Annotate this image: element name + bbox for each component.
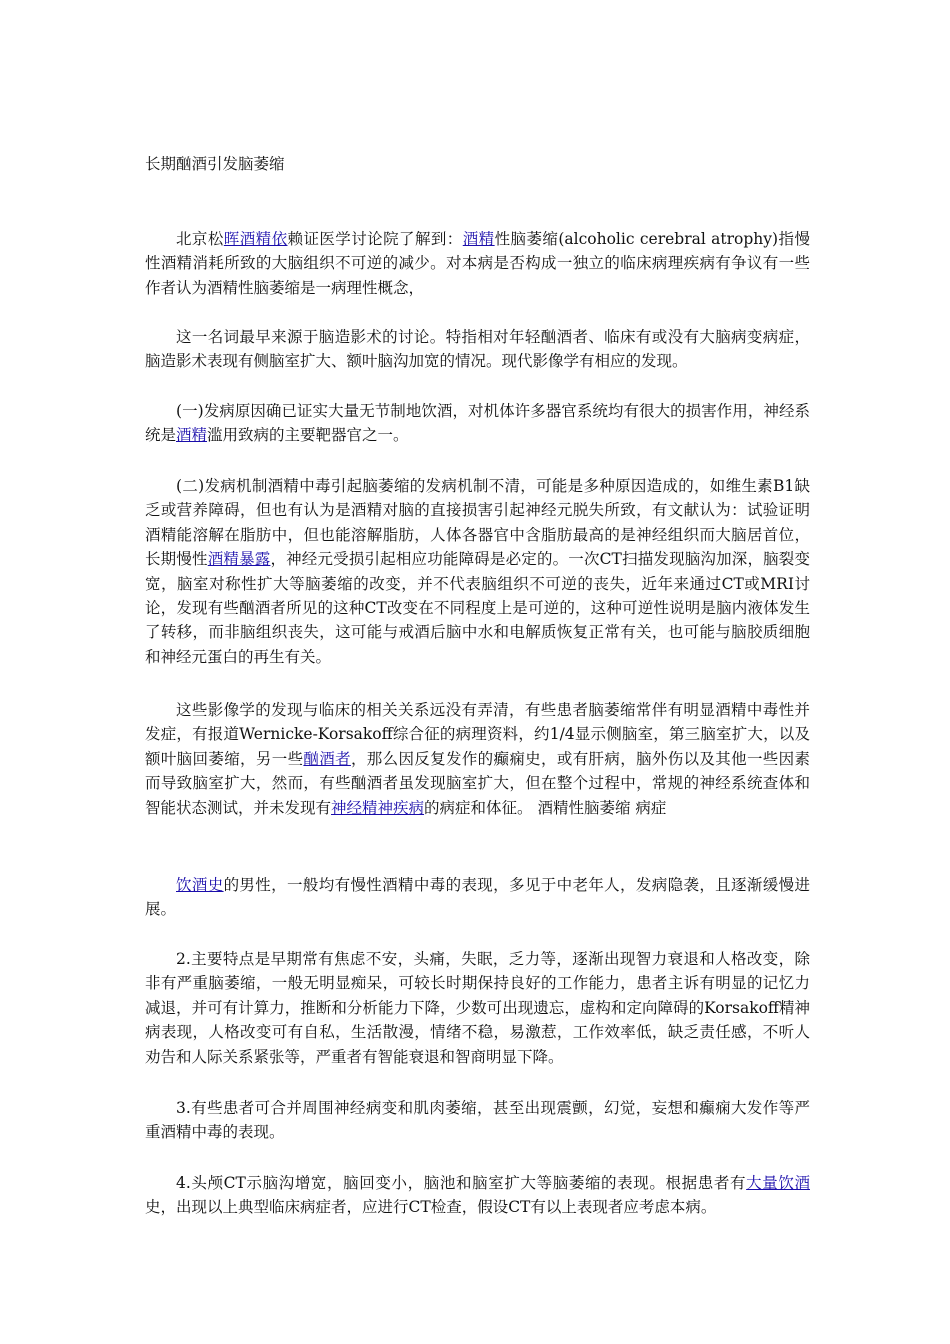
paragraph-8 [145, 1096, 810, 1145]
link-drinking-history[interactable]: 饮酒史 [176, 876, 224, 894]
link-alcohol[interactable]: 酒精 [176, 426, 208, 445]
paragraph-2 [145, 325, 810, 374]
text: 这些影像学的发现与临床的相关关系远没有弄清，有些患者脑萎缩常伴有明显酒精中毒性并发症，有报道Wernicke-Korsakoff综合征的病理资料，约1/4显示侧脑室，第三脑室扩大，以及额叶脑回萎缩，另一些 [145, 701, 810, 768]
text: 3.有些患者可合并周围神经病变和肌肉萎缩，甚至出现震颤，幻觉，妄想和癫痫大发作等严重酒精中毒的表现。 [145, 1099, 810, 1142]
link-alcohol[interactable]: 酒精 [462, 230, 495, 248]
text: ，那么因反复发作的癫痫史，或有肝病，脑外伤以及其他一些因素而导致脑室扩大，然而，有些酗酒者虽发现脑室扩大，但在整个过程中，常规的神经系统查体和智能状态测试，并未发现有 [145, 749, 810, 817]
text: 这一名词最早来源于脑造影术的讨论。特指相对年轻酗酒者、临床有或没有大脑病变病症，脑造影术表现有侧脑室扩大、额叶脑沟加宽的情况。现代影像学有相应的发现。 [145, 328, 810, 371]
text: ，神经元受损引起相应功能障碍是必定的。一次CT扫描发现脑沟加深，脑裂变宽，脑室对称性扩大等脑萎缩的改变，并不代表脑组织不可逆的丧失，近年来通过CT或MRI讨论，发现有些酗酒者所见的这种CT改变在不同程度上是可逆的，这种可逆性说明是脑内液体发生了转移，而非脑组织丧失，这可能与戒酒后脑中水和电解质恢复正常有关，也可能与脑胶质细胞和神经元蛋白的再生有关。 [145, 550, 810, 666]
text: 赖证医学讨论院了解到： [287, 230, 463, 248]
link-drinkers[interactable]: 酗酒者 [303, 749, 351, 768]
text: 4.头颅CT示脑沟增宽，脑回变小，脑池和脑室扩大等脑萎缩的表现。根据患者有 [176, 1174, 747, 1192]
paragraph-1 [145, 227, 810, 300]
text: 北京松 [176, 230, 224, 248]
paragraph-9 [145, 1171, 810, 1220]
link-huijiu[interactable]: 晖酒精依 [223, 230, 288, 248]
document-title: 长期酗酒引发脑萎缩 [145, 155, 285, 173]
text: 性脑萎缩(alcoholic cerebral atrophy)指慢性酒精消耗所致的大脑组织不可逆的减少。对本病是否构成一独立的临床病理疾病有争议有一些作者认为酒精性脑萎缩是一病理性概念， [145, 230, 810, 297]
link-heavy-drinking[interactable]: 大量饮酒 [746, 1174, 810, 1192]
text: (一)发病原因确已证实大量无节制地饮酒，对机体许多器官系统均有很大的损害作用，神经系统是 [145, 402, 810, 445]
paragraph-3 [145, 399, 810, 448]
text: (二)发病机制酒精中毒引起脑萎缩的发病机制不清，可能是多种原因造成的，如维生素B1缺乏或营养障碍，但也有认为是酒精对脑的直接损害引起神经元脱失所致，有文献认为：试验证明酒精能溶解在脂肪中，但也能溶解脂肪，人体各器官中含脂肪最高的是神经组织而大脑居首位，长期慢性 [145, 477, 810, 569]
text: 2.主要特点是早期常有焦虑不安，头痛，失眠，乏力等，逐渐出现智力衰退和人格改变，除非有严重脑萎缩，一般无明显痴呆，可较长时期保持良好的工作能力，患者主诉有明显的记忆力减退，并可有计算力，推断和分析能力下降，少数可出现遗忘，虚构和定向障碍的Korsakoff精神病表现，人格改变可有自私，生活散漫，情绪不稳，易激惹，工作效率低，缺乏责任感，不听人劝告和人际关系紧张等，严重者有智能衰退和智商明显下降。 [145, 950, 810, 1066]
text: 滥用致病的主要靶器官之一。 [207, 426, 409, 445]
paragraph-4 [145, 474, 810, 669]
paragraph-6 [145, 873, 810, 922]
text: 史，出现以上典型临床病症者，应进行CT检查，假设CT有以上表现者应考虑本病。 [145, 1198, 717, 1217]
text: 的男性，一般均有慢性酒精中毒的表现，多见于中老年人，发病隐袭，且逐渐缓慢进展。 [145, 876, 810, 919]
link-neuropsychiatric[interactable]: 神经精神疾病 [331, 798, 425, 817]
link-alcohol-exposure[interactable]: 酒精暴露 [207, 550, 271, 569]
paragraph-7 [145, 947, 810, 1069]
paragraph-5 [145, 698, 810, 820]
text: 的病症和体征。 酒精性脑萎缩 病症 [424, 798, 667, 817]
